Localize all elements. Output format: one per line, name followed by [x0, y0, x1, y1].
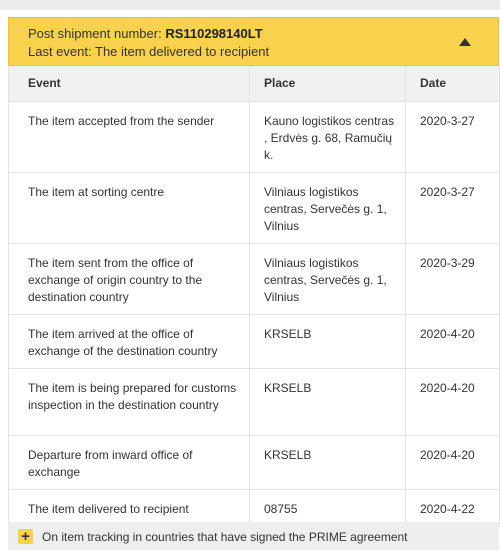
event-cell: The item delivered to recipient — [9, 489, 250, 526]
plus-icon[interactable]: + — [18, 529, 33, 544]
column-header-event: Event — [9, 66, 250, 101]
date-cell: 2020-3-27 — [406, 101, 500, 172]
date-cell: 2020-3-27 — [406, 172, 500, 243]
collapse-arrow-icon[interactable] — [459, 38, 471, 46]
table-row — [9, 435, 500, 489]
last-event-label: Last event: — [28, 44, 92, 59]
last-event-line — [28, 44, 269, 59]
place-cell: KRSELB — [250, 314, 406, 368]
date-cell: 2020-4-20 — [406, 314, 500, 368]
date-cell: 2020-4-20 — [406, 435, 500, 489]
shipment-number: RS110298140LT — [165, 26, 263, 41]
tracking-table — [8, 66, 500, 527]
event-cell: The item sent from the office of exchange of origin country to the destination country — [9, 243, 250, 314]
table-row — [9, 489, 500, 526]
prime-agreement-expander[interactable] — [8, 522, 499, 550]
place-cell: KRSELB — [250, 368, 406, 435]
date-cell: 2020-4-22 — [406, 489, 500, 526]
prime-agreement-label[interactable]: On item tracking in countries that have signed the PRIME agreement — [42, 530, 408, 544]
place-cell: Vilniaus logistikos centras, Servečės g. 1, Vilnius — [250, 243, 406, 314]
top-divider — [0, 0, 500, 10]
shipment-header[interactable] — [8, 17, 499, 66]
last-event-value: The item delivered to recipient — [95, 44, 270, 59]
place-cell: 08755 — [250, 489, 406, 526]
place-cell: KRSELB — [250, 435, 406, 489]
shipment-number-line — [28, 26, 263, 41]
date-cell: 2020-3-29 — [406, 243, 500, 314]
event-cell: The item accepted from the sender — [9, 101, 250, 172]
date-cell: 2020-4-20 — [406, 368, 500, 435]
event-cell: The item arrived at the office of exchange of the destination country — [9, 314, 250, 368]
table-row — [9, 172, 500, 243]
event-cell: The item is being prepared for customs inspection in the destination country — [9, 368, 250, 435]
table-row — [9, 368, 500, 435]
column-header-place: Place — [250, 66, 406, 101]
event-cell: The item at sorting centre — [9, 172, 250, 243]
table-row — [9, 314, 500, 368]
place-cell: Vilniaus logistikos centras, Servečės g. 1, Vilnius — [250, 172, 406, 243]
event-cell: Departure from inward office of exchange — [9, 435, 250, 489]
place-cell: Kauno logistikos centras , Erdvės g. 68, Ramučių k. — [250, 101, 406, 172]
column-header-date: Date — [406, 66, 500, 101]
table-row — [9, 243, 500, 314]
table-row — [9, 101, 500, 172]
shipment-card — [8, 17, 499, 527]
table-header-row — [9, 66, 500, 101]
shipment-number-label: Post shipment number: — [28, 26, 162, 41]
